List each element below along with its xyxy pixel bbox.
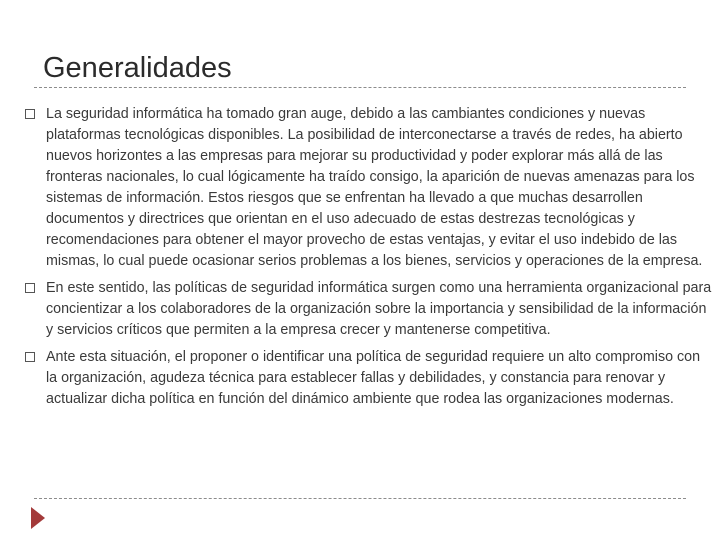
bullet-list: [24, 104, 714, 416]
bullet-text: La seguridad informática ha tomado gran auge, debido a las cambiantes condiciones y nuevas plataformas tecnológicas disponibles. La posibilidad de interconectarse a través de redes, ha abierto nuevos horizontes a las empresas para mejorar su productividad y poder explorar más allá de las fronteras nacionales, lo cual lógicamente ha traído consigo, la aparición de nuevas amenazas para los sistemas de información. Estos riesgos que se enfrentan ha llevado a que muchas desarrollen documentos y directrices que orientan en el uso adecuado de estas destrezas tecnológicas y recomendaciones para obtener el mayor provecho de estas ventajas, y evitar el uso indebido de las mismas, lo cual puede ocasionar serios problemas a los bienes, servicios y operaciones de la empresa.: [46, 106, 703, 269]
title-divider: [34, 87, 686, 88]
checkbox-square-icon: [25, 352, 35, 362]
bullet-item: [24, 104, 714, 272]
bullet-text: En este sentido, las políticas de seguridad informática surgen como una herramienta organizacional para concientizar a los colaboradores de la organización sobre la importancia y sensibilidad de la información y servicios críticos que permiten a la empresa crecer y mantenerse competitiva.: [46, 280, 712, 338]
play-triangle-icon: [31, 507, 45, 529]
checkbox-square-icon: [25, 109, 35, 119]
checkbox-square-icon: [25, 283, 35, 293]
footer-divider: [34, 498, 686, 499]
bullet-item: [24, 347, 714, 410]
bullet-item: [24, 278, 714, 341]
bullet-text: Ante esta situación, el proponer o identificar una política de seguridad requiere un alto compromiso con la organización, agudeza técnica para establecer fallas y debilidades, y constancia para renovar y actualizar dicha política en función del dinámico ambiente que rodea las organizaciones modernas.: [46, 349, 701, 407]
slide-title: Generalidades: [43, 52, 232, 84]
